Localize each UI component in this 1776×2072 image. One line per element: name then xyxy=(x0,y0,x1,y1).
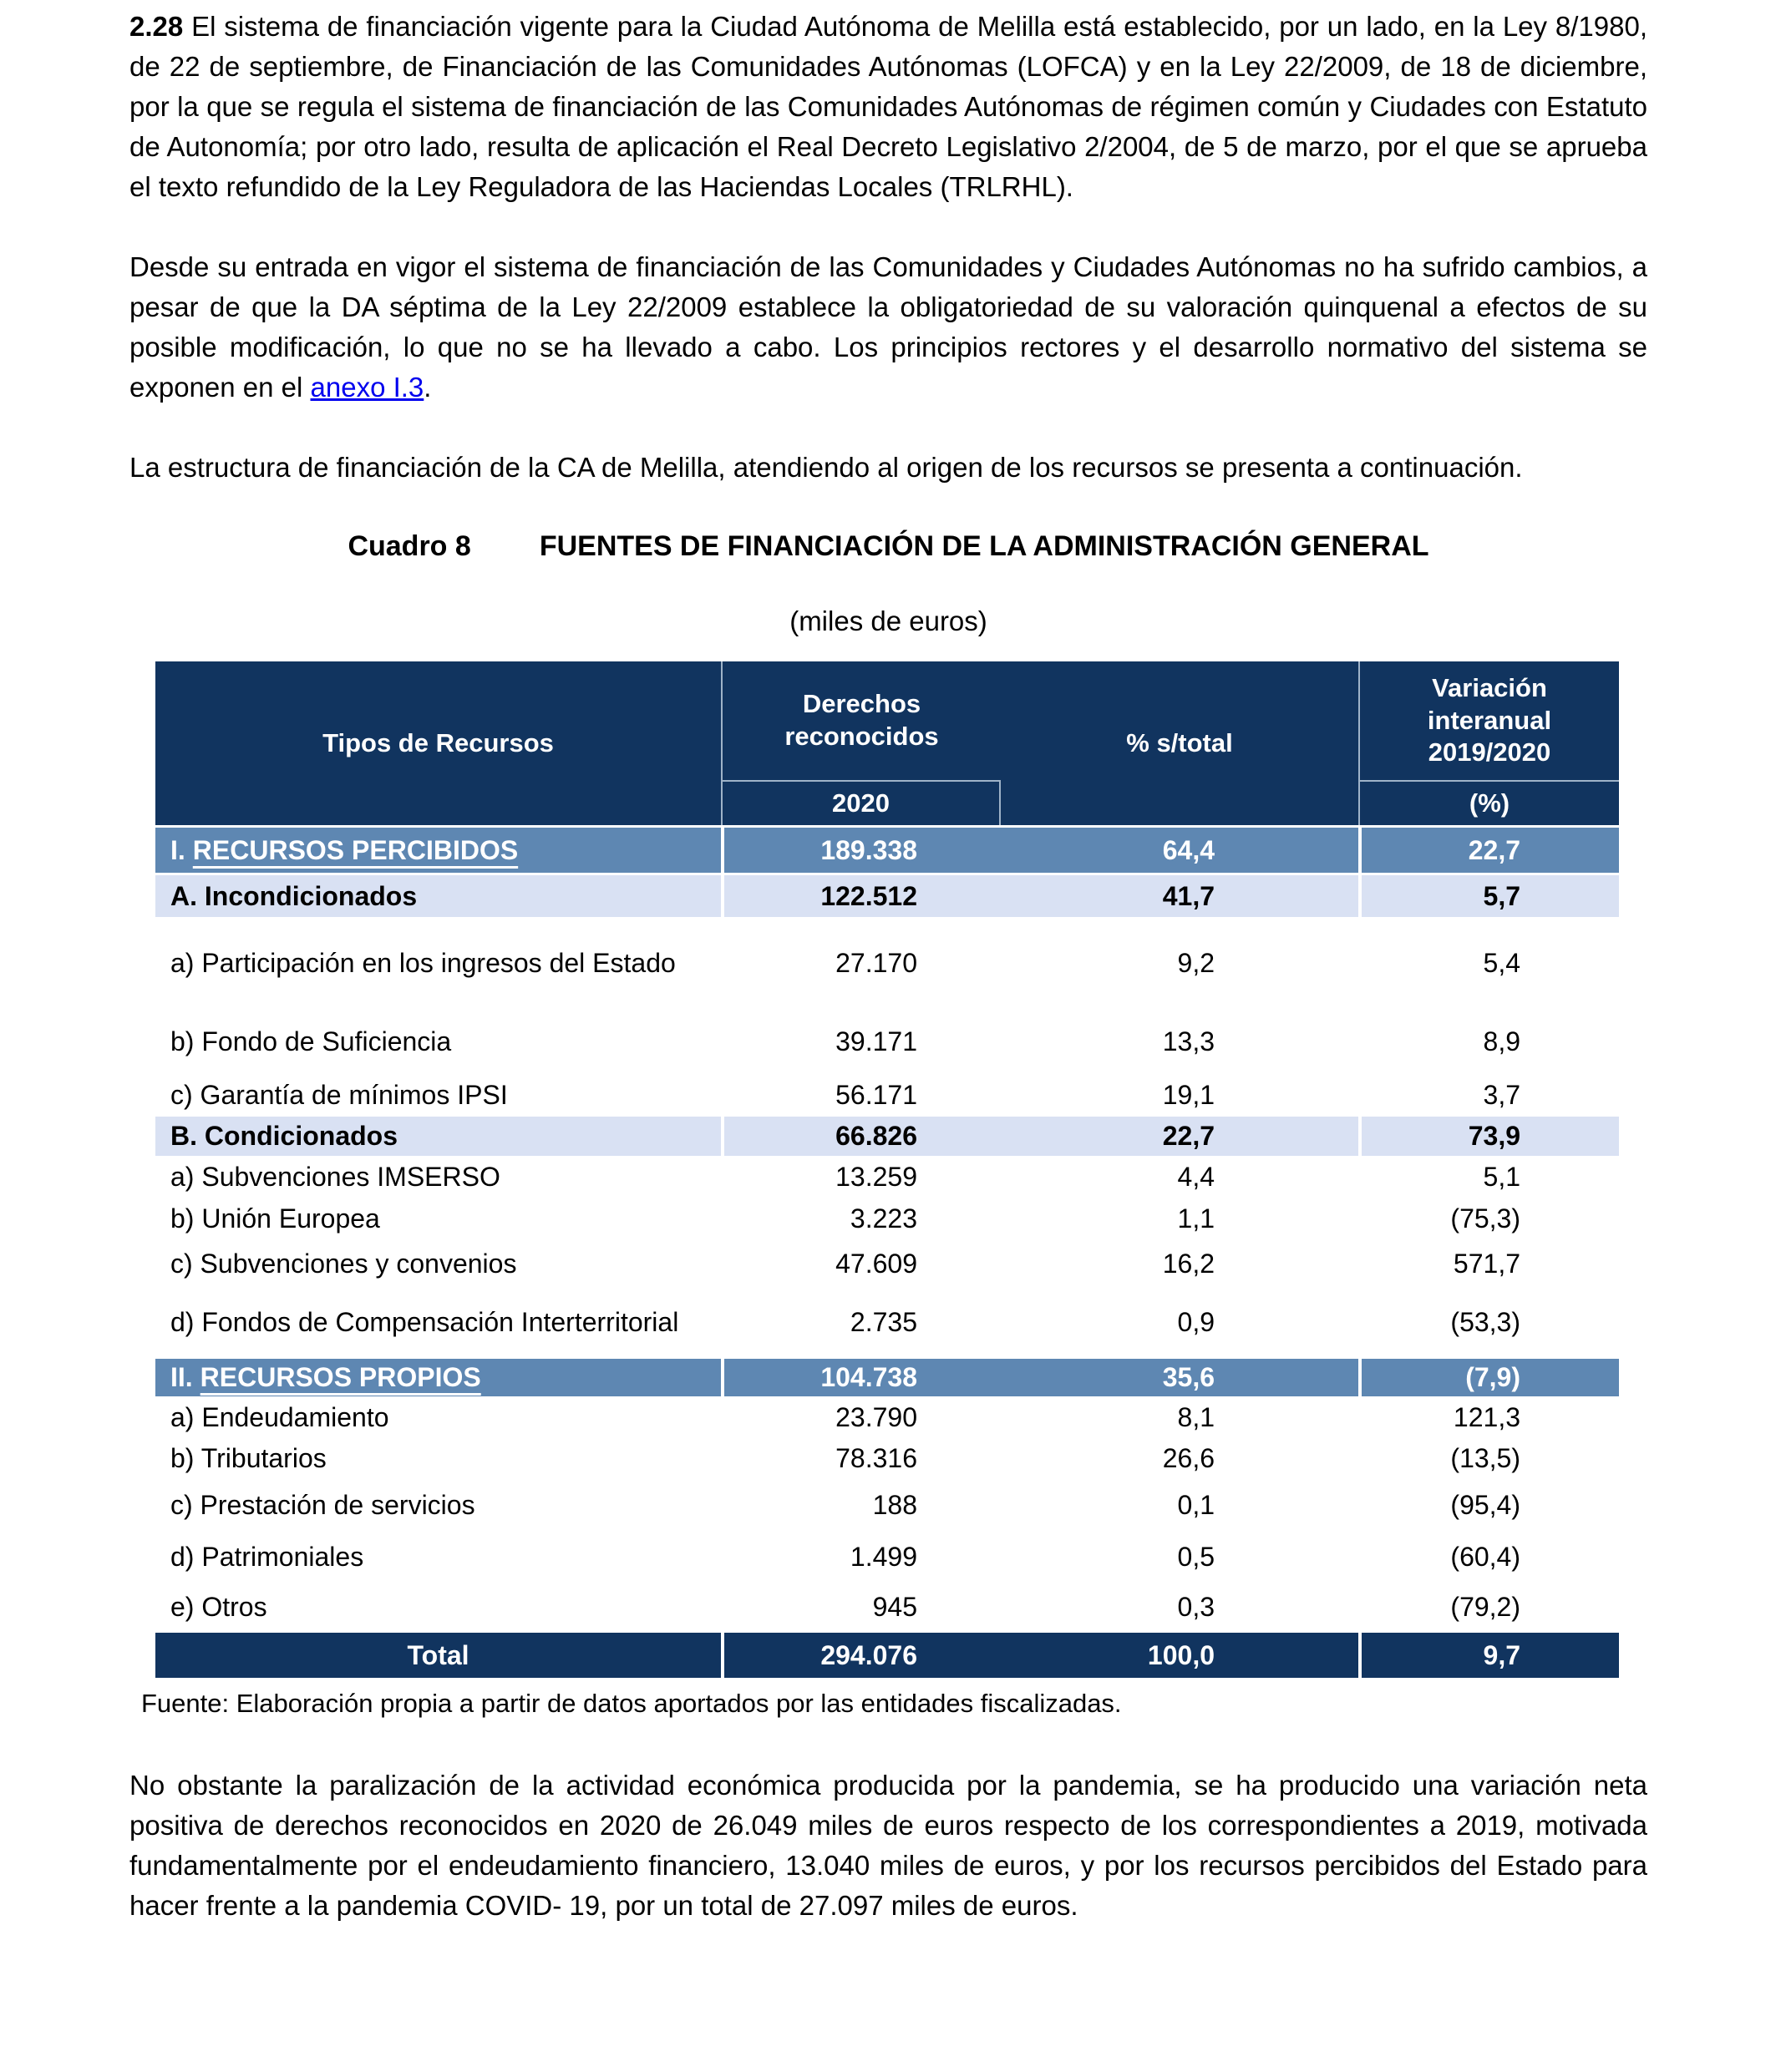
cell-pct-total: 9,2 xyxy=(1177,948,1215,978)
table-units: (miles de euros) xyxy=(789,605,987,636)
row-label: b) Fondo de Suficiencia xyxy=(170,1026,452,1056)
row-label: e) Otros xyxy=(170,1592,267,1622)
cell-variacion: (75,3) xyxy=(1450,1203,1520,1234)
row-label: b) Tributarios xyxy=(170,1443,327,1473)
cell-derechos: 2.735 xyxy=(850,1306,917,1337)
cell-pct-total: 0,9 xyxy=(1177,1306,1215,1337)
cell-pct-total: 41,7 xyxy=(1162,880,1215,911)
cell-variacion: 5,7 xyxy=(1358,875,1619,917)
cell-derechos: 3.223 xyxy=(850,1203,917,1234)
row-label: c) Prestación de servicios xyxy=(170,1490,475,1520)
table-row-garantia-ipsi xyxy=(155,1077,1619,1117)
paragraph-text: Desde su entrada en vigor el sistema de financiación de las Comunidades y Ciudades Autónomas no ha sufrido cambios, a pesar de que la DA séptima de la Ley 22/2009 establece la obligatoriedad de su valoración quinquenal a efectos de su posible modificación, lo que no se ha llevado a cabo. Los principios rectores y el desarrollo normativo del sistema se exponen en el xyxy=(129,251,1647,403)
header-pct-stotal: % s/total xyxy=(1126,727,1233,757)
row-label: a) Participación en los ingresos del Estado xyxy=(170,948,676,978)
cell-variacion: (95,4) xyxy=(1450,1490,1520,1520)
table-row-tributarios xyxy=(155,1439,1619,1481)
cell-derechos: 1.499 xyxy=(850,1542,917,1572)
paragraph-no-obstante: No obstante la paralización de la actividad económica producida por la pandemia, se ha producido una variación neta positiva de derechos reconocidos en 2020 de 26.049 miles de euros respecto de los correspondientes a 2019, motivada fundamentalmente por el endeudamiento financiero, 13.040 miles de euros, y por los recursos percibidos del Estado para hacer frente a la pandemia COVID- 19, por un total de 27.097 miles de euros. xyxy=(129,1770,1647,1921)
table-header xyxy=(155,661,1619,828)
cell-variacion: (53,3) xyxy=(1450,1306,1520,1337)
header-tipos-de-recursos: Tipos de Recursos xyxy=(322,727,554,757)
cell-variacion: 5,4 xyxy=(1483,948,1520,978)
header-pct-symbol: (%) xyxy=(1469,788,1510,818)
table-row-union-europea xyxy=(155,1198,1619,1242)
paragraph-2-28 xyxy=(129,7,1647,207)
cell-pct-total: 16,2 xyxy=(1162,1248,1215,1279)
table-row-recursos-propios xyxy=(155,1359,1619,1399)
cell-pct-total: 4,4 xyxy=(1177,1162,1215,1192)
table-caption-title: FUENTES DE FINANCIACIÓN DE LA ADMINISTRACIÓN GENERAL xyxy=(539,530,1429,562)
cell-variacion: 9,7 xyxy=(1358,1633,1619,1678)
table-row-fondo-suficiencia xyxy=(155,1010,1619,1077)
paragraph-desde xyxy=(129,247,1647,408)
row-label xyxy=(155,1359,721,1396)
row-label: b) Unión Europea xyxy=(170,1203,380,1234)
row-label: d) Fondos de Compensación Interterritorial xyxy=(170,1306,679,1337)
table-row-incondicionados xyxy=(155,875,1619,919)
cell-derechos: 47.609 xyxy=(835,1248,917,1279)
paragraph-text: El sistema de financiación vigente para la Ciudad Autónoma de Melilla está establecido, por un lado, en la Ley 8/1980, de 22 de septiembre, de Financiación de las Comunidades Autónomas (LOFCA) y en la Ley 22/2009, de 18 de diciembre, por la que se regula el sistema de financiación de las Comunidades Autónomas de régimen común y Ciudades con Estatuto de Autonomía; por otro lado, resulta de aplicación el Real Decreto Legislativo 2/2004, de 5 de marzo, por el que se aprueba el texto refundido de la Ley Reguladora de las Haciendas Locales (TRLRHL). xyxy=(129,11,1647,202)
table-row-otros xyxy=(155,1584,1619,1633)
row-label: d) Patrimoniales xyxy=(170,1542,364,1572)
table-row-fondos-compensacion xyxy=(155,1288,1619,1359)
cell-variacion: 5,1 xyxy=(1483,1162,1520,1192)
table-row-participacion-ingresos xyxy=(155,919,1619,1010)
cell-derechos: 66.826 xyxy=(721,1117,1001,1156)
header-derechos-label: Derechos reconocidos xyxy=(723,661,1001,782)
table-caption xyxy=(129,526,1647,566)
cell-variacion: (13,5) xyxy=(1450,1443,1520,1473)
cell-pct-total: 13,3 xyxy=(1162,1026,1215,1056)
header-variacion xyxy=(1358,661,1619,825)
source-note: Fuente: Elaboración propia a partir de datos aportados por las entidades fiscalizadas. xyxy=(141,1689,1122,1718)
cell-derechos: 294.076 xyxy=(721,1633,1001,1678)
cell-pct-total: 19,1 xyxy=(1162,1080,1215,1110)
row-label-prefix: II. xyxy=(170,1362,193,1392)
row-label xyxy=(155,828,721,873)
cell-variacion: 571,7 xyxy=(1453,1248,1520,1279)
cell-pct-total: 64,4 xyxy=(1162,834,1215,865)
cell-variacion: 8,9 xyxy=(1483,1026,1520,1056)
row-label-prefix: I. xyxy=(170,834,185,865)
cell-derechos: 39.171 xyxy=(835,1026,917,1056)
cell-derechos: 188 xyxy=(872,1490,917,1520)
anexo-link[interactable]: anexo I.3 xyxy=(310,372,424,403)
cell-derechos: 945 xyxy=(872,1592,917,1622)
cell-variacion: (60,4) xyxy=(1450,1542,1520,1572)
cell-derechos: 104.738 xyxy=(721,1359,1001,1396)
cell-pct-total: 0,1 xyxy=(1177,1490,1215,1520)
cell-pct-total: 26,6 xyxy=(1162,1443,1215,1473)
cell-variacion: (79,2) xyxy=(1450,1592,1520,1622)
cell-derechos: 27.170 xyxy=(835,948,917,978)
header-variacion-label: Variación interanual 2019/2020 xyxy=(1360,661,1619,782)
cell-variacion: 73,9 xyxy=(1358,1117,1619,1156)
cell-pct-total: 22,7 xyxy=(1162,1121,1215,1151)
table-row-patrimoniales xyxy=(155,1532,1619,1584)
cell-pct-total: 35,6 xyxy=(1162,1362,1215,1392)
table-row-condicionados xyxy=(155,1117,1619,1158)
cell-derechos: 189.338 xyxy=(721,828,1001,873)
row-label: c) Garantía de mínimos IPSI xyxy=(170,1080,508,1110)
cell-pct-total: 8,1 xyxy=(1177,1402,1215,1432)
cell-derechos: 23.790 xyxy=(835,1402,917,1432)
cell-derechos: 56.171 xyxy=(835,1080,917,1110)
row-label: a) Endeudamiento xyxy=(170,1402,389,1432)
table-row-prestacion-servicios xyxy=(155,1481,1619,1532)
financing-sources-table xyxy=(155,661,1619,1680)
cell-variacion: 3,7 xyxy=(1483,1080,1520,1110)
cell-pct-total: 1,1 xyxy=(1177,1203,1215,1234)
cell-pct-total: 100,0 xyxy=(1147,1639,1215,1670)
row-label: a) Subvenciones IMSERSO xyxy=(170,1162,500,1192)
row-label-text: RECURSOS PERCIBIDOS xyxy=(192,834,519,865)
row-label: c) Subvenciones y convenios xyxy=(170,1248,517,1279)
cell-derechos: 13.259 xyxy=(835,1162,917,1192)
cell-derechos: 78.316 xyxy=(835,1443,917,1473)
table-row-endeudamiento xyxy=(155,1399,1619,1439)
paragraph-estructura: La estructura de financiación de la CA de Melilla, atendiendo al origen de los recursos se presenta a continuación. xyxy=(129,452,1523,483)
cell-pct-total: 0,3 xyxy=(1177,1592,1215,1622)
cell-pct-total: 0,5 xyxy=(1177,1542,1215,1572)
header-year-2020: 2020 xyxy=(723,782,1001,825)
table-row-total xyxy=(155,1633,1619,1680)
row-label: A. Incondicionados xyxy=(170,880,418,911)
header-derechos-reconocidos xyxy=(721,661,1001,825)
table-row-subvenciones-imserso xyxy=(155,1158,1619,1198)
row-label-text: RECURSOS PROPIOS xyxy=(200,1362,481,1392)
paragraph-number: 2.28 xyxy=(129,11,184,42)
cell-variacion: 22,7 xyxy=(1358,828,1619,873)
row-label: Total xyxy=(407,1639,469,1670)
table-row-recursos-percibidos xyxy=(155,828,1619,875)
table-caption-label: Cuadro 8 xyxy=(348,530,471,562)
cell-variacion: 121,3 xyxy=(1453,1402,1520,1432)
cell-variacion: (7,9) xyxy=(1358,1359,1619,1396)
paragraph-text: . xyxy=(424,372,432,403)
cell-derechos: 122.512 xyxy=(721,875,1001,917)
table-row-subvenciones-convenios xyxy=(155,1242,1619,1288)
row-label: B. Condicionados xyxy=(170,1121,398,1151)
